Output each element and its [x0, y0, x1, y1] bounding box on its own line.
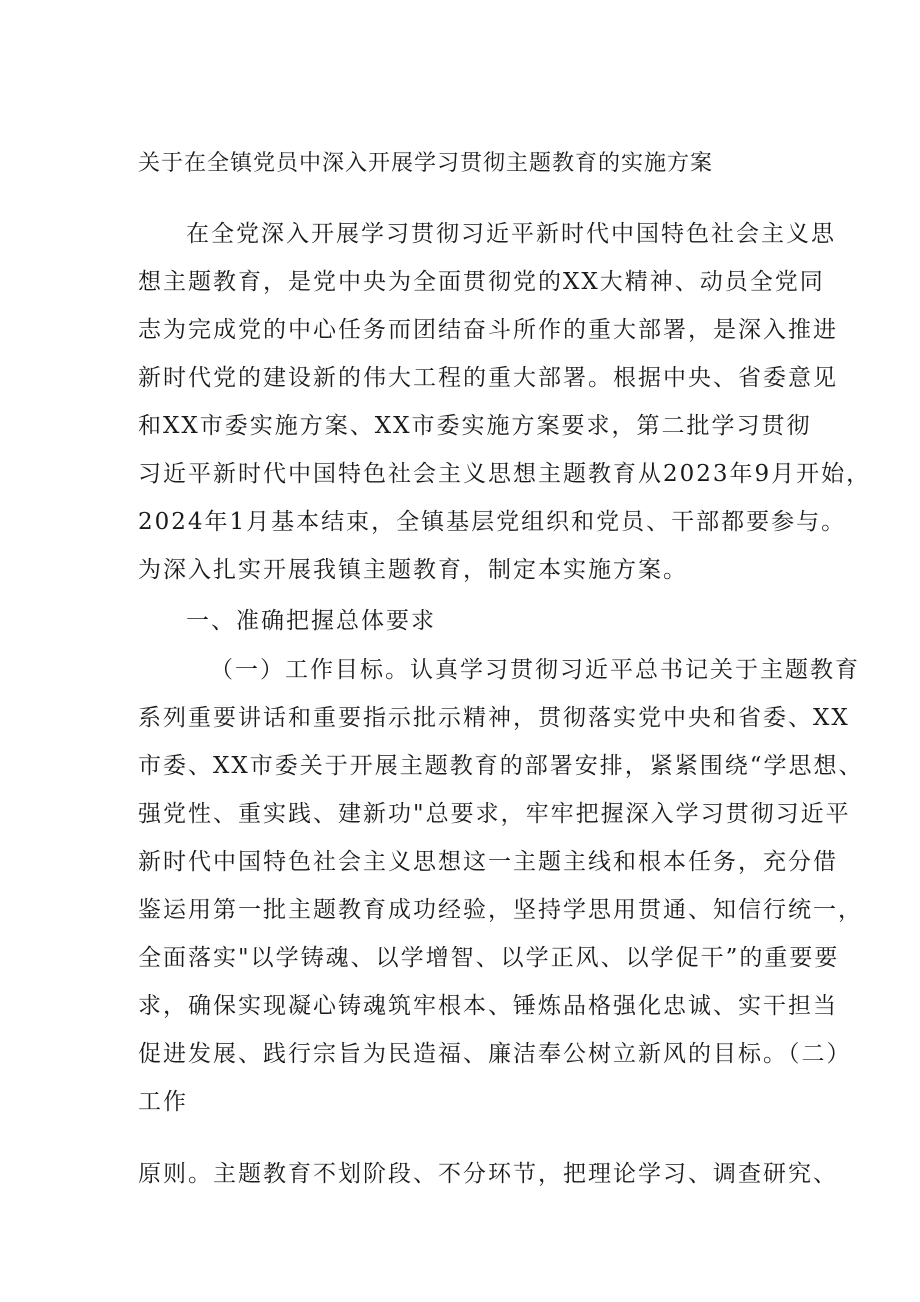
paragraph-intro: [138, 210, 872, 594]
document-title: 关于在全镇党员中深入开展学习贯彻主题教育的实施方案: [138, 151, 714, 176]
paragraph-work-goals: [138, 646, 864, 1126]
section-heading: [138, 597, 810, 645]
text-line: 全面落实"以学铸魂、以学增智、以学正风、以学促干”的重要要: [138, 945, 840, 971]
text-line: 在全党深入开展学习贯彻习近平新时代中国特色社会主义思: [186, 221, 836, 247]
text-line: 工作: [138, 1089, 188, 1115]
text-line: （一）工作目标。认真学习贯彻习近平总书记关于主题教育: [210, 657, 860, 683]
text-line: 习近平新时代中国特色社会主义思想主题教育从2023年9月开始，: [138, 461, 872, 487]
heading-text: 一、准确把握总体要求: [186, 608, 436, 634]
text-line: 原则。主题教育不划阶段、不分环节，把理论学习、调查研究、: [138, 1161, 838, 1187]
text-line: 新时代中国特色社会主义思想这一主题主线和根本任务，充分借: [138, 849, 838, 875]
text-line: 市委、XX市委关于开展主题教育的部署安排，紧紧围绕“学思想、: [138, 753, 864, 779]
text-line: 志为完成党的中心任务而团结奋斗所作的重大部署，是深入推进: [138, 317, 838, 343]
text-line: 2024年1月基本结束，全镇基层党组织和党员、干部都要参与。: [138, 509, 847, 535]
text-line: 新时代党的建设新的伟大工程的重大部署。根据中央、省委意见: [138, 365, 838, 391]
text-line: 鉴运用第一批主题教育成功经验，坚持学思用贯通、知信行统一，: [138, 897, 863, 923]
text-line: 强党性、重实践、建新功"总要求，牢牢把握深入学习贯彻习近平: [138, 801, 851, 827]
text-line: 和XX市委实施方案、XX市委实施方案要求，第二批学习贯彻: [138, 413, 812, 439]
paragraph-work-principles: [138, 1150, 838, 1198]
text-line: 系列重要讲话和重要指示批示精神，贯彻落实党中央和省委、XX: [138, 705, 850, 731]
text-line: 为深入扎实开展我镇主题教育，制定本实施方案。: [138, 557, 688, 583]
text-line: 求，确保实现凝心铸魂筑牢根本、锤炼品格强化忠诚、实干担当: [138, 993, 838, 1019]
text-line: 促进发展、践行宗旨为民造福、廉洁奉公树立新风的目标。（二）: [138, 1041, 852, 1067]
text-line: 想主题教育，是党中央为全面贯彻党的XX大精神、动员全党同: [138, 269, 825, 295]
